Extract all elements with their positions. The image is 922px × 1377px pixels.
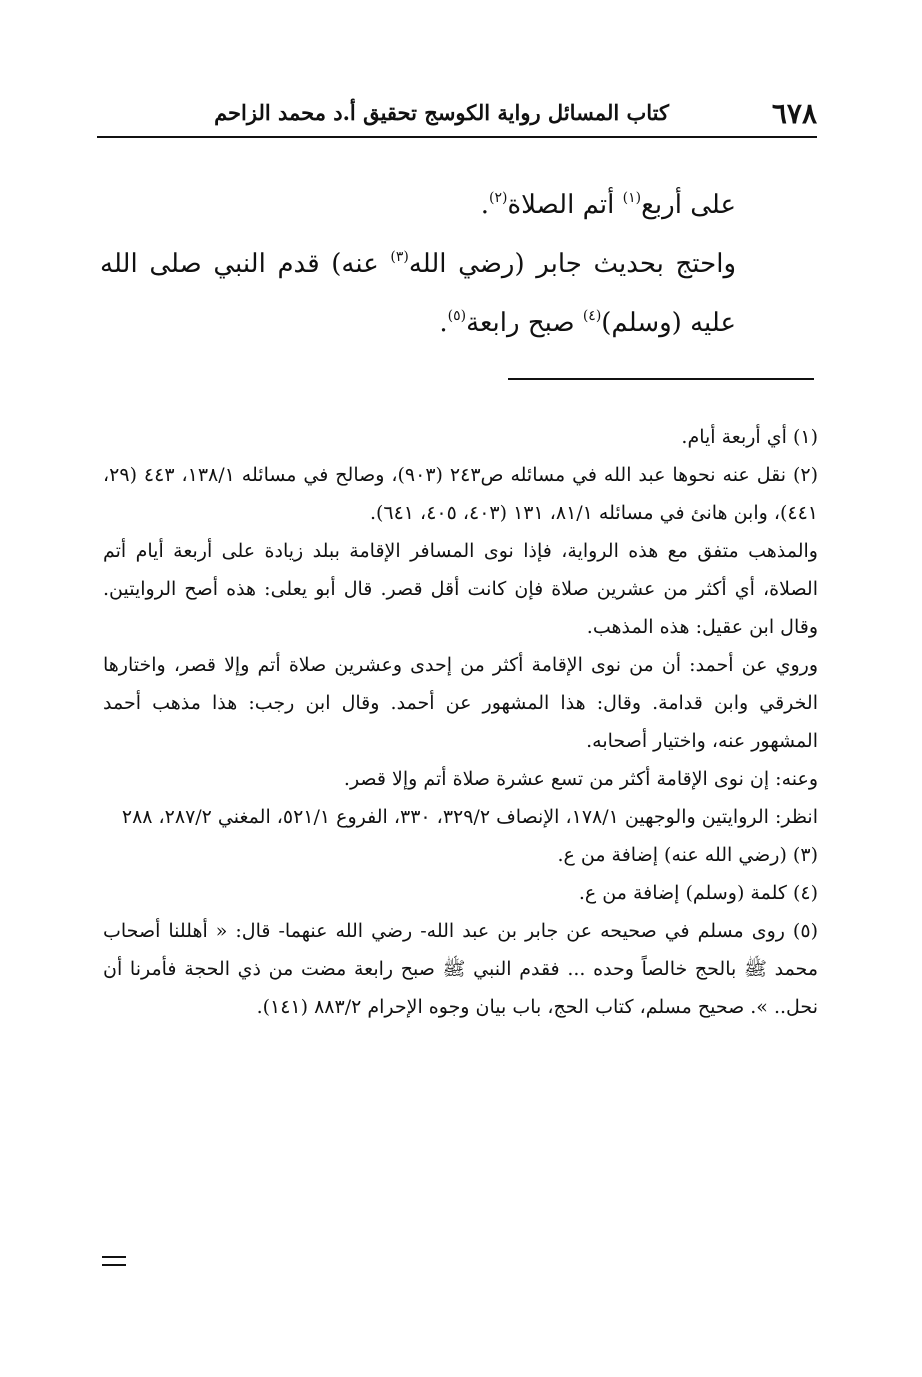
continuation-bar [102, 1256, 126, 1258]
footnote-2: (٢) نقل عنه نحوها عبد الله في مسائله ص٢٤٣ (٩٠٣)، وصالح في مسائله ١٣٨/١، ٤٤٣ (٢٩، ٤٤١)، وابن هانئ في مسائله ٨١/١، ١٣١ (٤٠٣، ٤٠٥، ٦٤١). [103, 464, 818, 524]
page-number: ٦٧٨ [771, 97, 817, 130]
footnote-3: (٣) (رضي الله عنه) إضافة من ع. [557, 844, 818, 866]
footnote-5: (٥) روى مسلم في صحيحه عن جابر بن عبد الله- رضي الله عنهما- قال: « أهللنا أصحاب محمد ﷺ بالحج خالصاً وحده ... فقدم النبي ﷺ صبح رابعة مضت من ذي الحجة فأمرنا أن نحل.. ». صحيح مسلم، كتاب الحج، باب بيان وجوه الإحرام ٨٨٣/٢ (١٤١). [103, 920, 818, 1018]
text-run: عنه) قدم النبي صلى الله عليه (وسلم) [100, 249, 736, 338]
text-run: على أربع [641, 190, 736, 220]
footnote-ref-5: (٥) [447, 308, 467, 324]
text-run: . [439, 308, 448, 338]
footnote-2-paragraph: وعنه: إن نوى الإقامة أكثر من تسع عشرة صلاة أتم وإلا قصر. [343, 768, 818, 790]
footnote-ref-1: (١) [622, 190, 642, 206]
main-text [100, 176, 736, 353]
footnote-ref-4: (٤) [582, 308, 602, 324]
footnote-4: (٤) كلمة (وسلم) إضافة من ع. [578, 882, 818, 904]
text-run: صبح رابعة [466, 308, 583, 338]
footnote-2-paragraph: والمذهب متفق مع هذه الرواية، فإذا نوى المسافر الإقامة ببلد زيادة على أربعة أيام أتم الصلاة، أي أكثر من عشرين صلاة فإن كانت أقل قصر. قال أبو يعلى: هذه أصح الروايتين. وقال ابن عقيل: هذه المذهب. [103, 540, 818, 638]
header-rule [97, 136, 817, 138]
footnote-2-paragraph: انظر: الروايتين والوجهين ١٧٨/١، الإنصاف ٣٢٩/٢، ٣٣٠، الفروع ٥٢١/١، المغني ٢٨٧/٢، ٢٨٨ [121, 806, 818, 828]
page-header [97, 95, 817, 137]
footnote-ref-3: (٣) [390, 249, 409, 265]
running-title: كتاب المسائل رواية الكوسج تحقيق أ.د محمد الزاحم [214, 100, 669, 125]
main-paragraph-2 [100, 235, 736, 353]
continuation-mark [102, 1256, 126, 1272]
footnote-2-paragraph: وروي عن أحمد: أن من نوى الإقامة أكثر من إحدى وعشرين صلاة أتم وإلا قصر، واختارها الخرقي وابن قدامة. وقال: هذا المشهور عن أحمد. وقال ابن رجب: هذا مذهب أحمد المشهور عنه، واختيار أصحابه. [103, 654, 818, 752]
text-run: أتم الصلاة [507, 190, 623, 220]
text-run: واحتج بحديث جابر (رضي الله [408, 249, 736, 279]
footnotes [103, 418, 818, 1026]
main-paragraph-1 [100, 176, 736, 235]
footnote-separator [508, 378, 814, 380]
text-run: . [480, 190, 490, 220]
footnote-1: (١) أي أربعة أيام. [681, 426, 818, 448]
footnote-ref-2: (٢) [489, 190, 508, 206]
continuation-bar [102, 1264, 126, 1266]
